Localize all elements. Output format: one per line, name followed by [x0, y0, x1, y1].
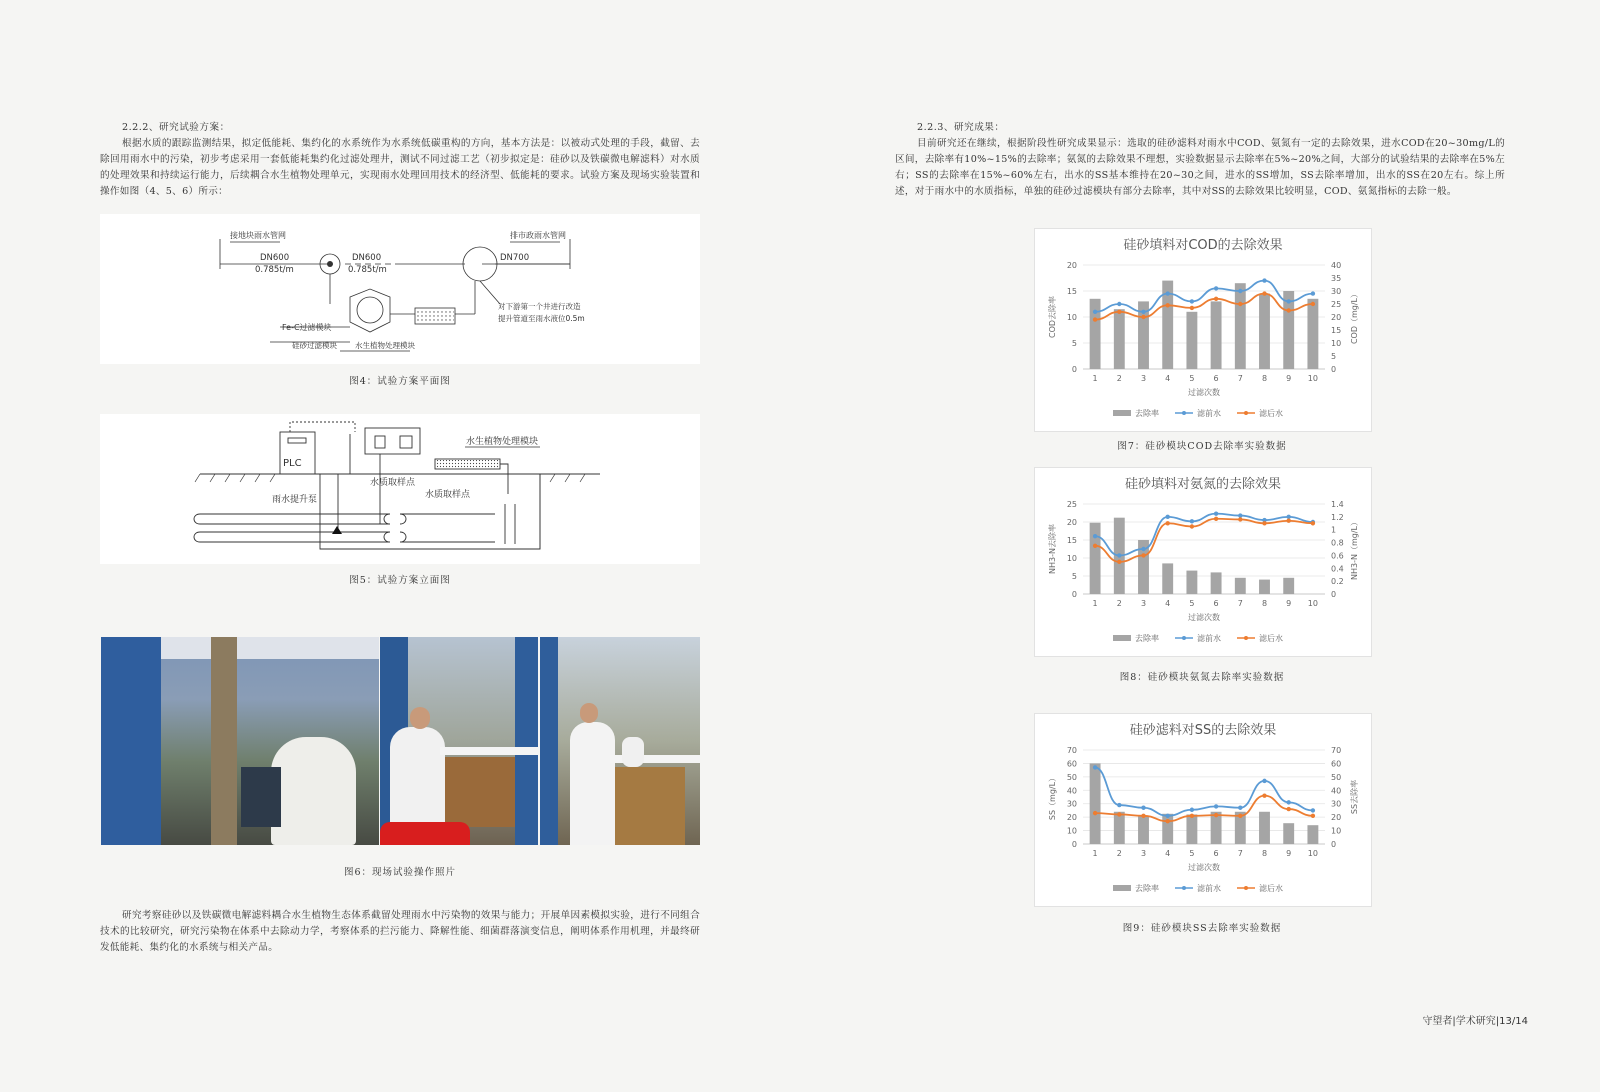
y2-tick-label: 0	[1331, 590, 1337, 599]
y2-tick-label: 10	[1331, 339, 1342, 348]
chart-ammonia-svg	[1035, 468, 1371, 656]
x-tick-label: 6	[1213, 599, 1219, 608]
y2-tick-label: 70	[1331, 746, 1342, 755]
x-tick-label: 7	[1237, 849, 1243, 858]
x-tick-label: 8	[1261, 374, 1268, 383]
x-tick-label: 8	[1261, 849, 1268, 858]
chart-cod-removal	[1034, 228, 1372, 432]
y2-tick-label: 1	[1331, 525, 1337, 535]
legend-swatch	[1113, 410, 1131, 416]
series-point	[1287, 800, 1291, 804]
figure-5-elevation-diagram	[100, 414, 700, 564]
section-heading-2-2-2: 2.2.2、研究试验方案：	[122, 122, 230, 133]
y-tick-label: 0	[1071, 840, 1077, 849]
x-tick-label: 1	[1092, 374, 1098, 383]
chart-title: 硅砂填料对COD的去除效果	[1123, 238, 1283, 253]
figure-4-plan-diagram	[100, 214, 700, 364]
y-tick-label: 10	[1066, 826, 1077, 836]
chart-ammonia-removal	[1034, 467, 1372, 657]
y-tick-label: 15	[1066, 287, 1077, 296]
y2-tick-label: 1.4	[1331, 500, 1344, 509]
y2-tick-label: 10	[1331, 826, 1342, 836]
y2-tick-label: 30	[1331, 287, 1342, 296]
y-tick-label: 5	[1071, 339, 1077, 348]
series-point	[1117, 560, 1121, 564]
series-point	[1117, 553, 1121, 557]
series-point	[1093, 310, 1097, 314]
x-tick-label: 9	[1286, 849, 1292, 858]
section-paragraph-2-2-2: 根据水质的跟踪监测结果，拟定低能耗、集约化的水系统作为水系统低碳重构的方向，基本方法是：以被动式处理的手段，截留、去除回用雨水中的污染，初步考虑采用一套低能耗集约化过滤处理井，测试不同过滤工艺（初步拟定是：硅砂以及铁碳微电解滤料）对水质的处理效果和持续运行能力，后续耦合水生植物处理单元，实现雨水处理回用技术的经济型、低能耗的要求。试验方案及现场实验装置和操作如图（4、5、6）所示：	[100, 138, 700, 197]
y-tick-label: 20	[1066, 518, 1077, 527]
figure-4-caption: 图4：试验方案平面图	[349, 376, 451, 387]
y-tick-label: 50	[1066, 772, 1077, 782]
fig5-label-plc: PLC	[283, 458, 302, 469]
x-tick-label: 2	[1116, 849, 1122, 858]
series-point	[1238, 806, 1242, 810]
y2-tick-label: 0	[1331, 840, 1337, 849]
legend-label: 滤后水	[1259, 409, 1283, 418]
fig4-label-lift: 提升管道至雨水液位0.5m	[498, 314, 585, 323]
bar	[1162, 814, 1173, 844]
series-point	[1166, 814, 1170, 818]
y2-tick-label: 0.6	[1331, 551, 1344, 561]
series-point	[1141, 547, 1145, 551]
series-point	[1093, 534, 1097, 538]
y-tick-label: 25	[1066, 500, 1077, 509]
x-tick-label: 6	[1213, 849, 1219, 858]
x-tick-label: 3	[1140, 374, 1147, 383]
series-point	[1141, 806, 1145, 810]
series-point	[1214, 297, 1218, 301]
bar	[1090, 299, 1101, 369]
series-point	[1141, 553, 1145, 557]
y-tick-label: 5	[1071, 572, 1077, 581]
figure-9-caption: 图9：硅砂模块SS去除率实验数据	[1122, 923, 1282, 934]
bar	[1283, 578, 1294, 594]
y2-tick-label: 20	[1331, 813, 1342, 823]
series-point	[1093, 811, 1097, 815]
series-point	[1093, 765, 1097, 769]
fig4-label-slope-a: 0.785t/m	[255, 265, 294, 275]
series-point	[1141, 814, 1145, 818]
bar	[1307, 299, 1318, 369]
x-tick-label: 2	[1116, 599, 1122, 608]
series-point	[1238, 814, 1242, 818]
x-tick-label: 4	[1165, 599, 1171, 608]
chart-title: 硅砂滤料对SS的去除效果	[1129, 723, 1277, 738]
y2-tick-label: 5	[1331, 352, 1337, 361]
y-tick-label: 0	[1071, 590, 1077, 599]
x-axis-label: 过滤次数	[1188, 863, 1220, 872]
series-point	[1117, 812, 1121, 816]
legend-marker	[1182, 411, 1186, 415]
y-tick-label: 10	[1066, 554, 1077, 563]
fig4-label-sand: 硅砂过滤模块	[292, 341, 337, 350]
fig4-label-inlet-network: 接地块雨水管网	[230, 231, 286, 240]
y2-tick-label: 0.8	[1331, 538, 1344, 548]
legend-label: 滤前水	[1197, 409, 1221, 418]
x-tick-label: 5	[1189, 374, 1195, 383]
left-column-text	[100, 120, 700, 200]
series-point	[1141, 315, 1145, 319]
section-heading-2-2-3: 2.2.3、研究成果：	[917, 122, 1005, 133]
series-point	[1117, 310, 1121, 314]
y2-tick-label: 1.2	[1331, 512, 1344, 522]
series-point	[1311, 521, 1315, 525]
fig4-label-fec: Fe-C过滤模块	[282, 323, 332, 332]
series-point	[1166, 515, 1170, 519]
bar	[1211, 301, 1222, 369]
fig5-label-sample-a: 水质取样点	[370, 478, 416, 488]
x-tick-label: 3	[1140, 849, 1147, 858]
bar	[1186, 571, 1197, 594]
bar	[1307, 825, 1318, 844]
bar	[1211, 572, 1222, 594]
chart-title: 硅砂填料对氨氮的去除效果	[1124, 477, 1282, 492]
series-point	[1190, 306, 1194, 310]
y2-tick-label: 35	[1331, 274, 1342, 283]
series-point	[1166, 819, 1170, 823]
series-line	[1095, 514, 1313, 556]
legend-label: 滤后水	[1259, 634, 1283, 643]
series-point	[1117, 302, 1121, 306]
y2-tick-label: 0	[1331, 365, 1337, 374]
series-point	[1190, 519, 1194, 523]
y-tick-label: 10	[1066, 313, 1077, 322]
series-point	[1214, 517, 1218, 521]
bar	[1114, 309, 1125, 369]
y2-tick-label: 30	[1331, 799, 1342, 809]
series-point	[1287, 515, 1291, 519]
y-tick-label: 20	[1066, 813, 1077, 823]
x-tick-label: 2	[1116, 374, 1122, 383]
series-point	[1214, 286, 1218, 290]
y2-axis-label: SS去除率	[1350, 779, 1359, 815]
x-tick-label: 9	[1286, 374, 1292, 383]
series-point	[1166, 291, 1170, 295]
series-point	[1262, 291, 1266, 295]
photo-site-workers-1	[380, 637, 538, 845]
legend-label: 滤前水	[1197, 634, 1221, 643]
legend-marker	[1182, 886, 1186, 890]
y-tick-label: 60	[1066, 759, 1077, 769]
bar	[1090, 763, 1101, 844]
x-tick-label: 7	[1237, 374, 1243, 383]
y-tick-label: 20	[1066, 261, 1077, 270]
x-axis-label: 过滤次数	[1188, 388, 1220, 397]
fig4-label-dn700: DN700	[500, 253, 530, 263]
series-point	[1214, 813, 1218, 817]
bar	[1283, 823, 1294, 844]
series-point	[1311, 302, 1315, 306]
left-bottom-paragraph: 研究考察硅砂以及铁碳微电解滤料耦合水生植物生态体系截留处理雨水中污染物的效果与能力；开展单因素模拟实验，进行不同组合技术的比较研究，研究污染物在体系中去除动力学，考察体系的拦污能力、降解性能、细菌群落演变信息，阐明体系作用机理，并最终研发低能耗、集约化的水系统与相关产品。	[100, 910, 700, 953]
chart-ss-svg	[1035, 714, 1371, 906]
series-point	[1190, 299, 1194, 303]
y-axis-label: COD去除率	[1048, 295, 1057, 339]
fig5-label-plant-module: 水生植物处理模块	[466, 437, 539, 447]
figure-5-caption: 图5：试验方案立面图	[349, 575, 451, 586]
series-point	[1287, 519, 1291, 523]
series-point	[1117, 803, 1121, 807]
y2-tick-label: 40	[1331, 786, 1342, 796]
series-line	[1095, 767, 1313, 815]
bar	[1235, 283, 1246, 369]
legend-label: 滤前水	[1197, 884, 1221, 893]
series-point	[1166, 303, 1170, 307]
fig4-label-outlet-network: 排市政雨水管网	[510, 231, 566, 240]
series-point	[1214, 804, 1218, 808]
x-tick-label: 7	[1237, 599, 1243, 608]
fig4-label-slope-b: 0.785t/m	[348, 265, 387, 275]
legend-label: 去除率	[1135, 409, 1159, 418]
series-point	[1262, 521, 1266, 525]
y2-tick-label: 60	[1331, 759, 1342, 769]
figure-6-caption: 图6：现场试验操作照片	[343, 867, 457, 878]
series-point	[1190, 814, 1194, 818]
series-point	[1262, 779, 1266, 783]
x-axis-label: 过滤次数	[1188, 613, 1220, 622]
series-point	[1190, 808, 1194, 812]
legend-label: 滤后水	[1259, 884, 1283, 893]
x-tick-label: 8	[1261, 599, 1268, 608]
x-tick-label: 6	[1213, 374, 1219, 383]
x-tick-label: 5	[1189, 599, 1195, 608]
bar	[1090, 523, 1101, 594]
y2-tick-label: 0.4	[1331, 564, 1344, 574]
y2-tick-label: 20	[1331, 313, 1342, 322]
bar	[1259, 812, 1270, 844]
y2-tick-label: 50	[1331, 772, 1342, 782]
series-point	[1262, 278, 1266, 282]
y2-tick-label: 40	[1331, 261, 1342, 270]
chart-cod-svg	[1035, 229, 1371, 431]
series-point	[1311, 291, 1315, 295]
photo-site-tank	[101, 637, 379, 845]
x-tick-label: 10	[1307, 849, 1318, 858]
legend-swatch	[1113, 635, 1131, 641]
series-point	[1287, 299, 1291, 303]
x-tick-label: 10	[1307, 374, 1318, 383]
bar	[1186, 814, 1197, 844]
x-tick-label: 1	[1092, 599, 1098, 608]
fig4-label-retrofit: 对下游第一个井进行改造	[498, 302, 581, 311]
right-column-text	[895, 120, 1505, 200]
figure-7-caption: 图7：硅砂模块COD去除率实验数据	[1117, 441, 1287, 452]
legend-marker	[1244, 411, 1248, 415]
y2-tick-label: 0.2	[1331, 577, 1344, 587]
photo-site-workers-2	[540, 637, 700, 845]
x-tick-label: 1	[1092, 849, 1098, 858]
series-point	[1190, 524, 1194, 528]
y-tick-label: 40	[1066, 786, 1077, 796]
fig4-label-dn600-b: DN600	[352, 253, 382, 263]
legend-marker	[1182, 636, 1186, 640]
bar	[1259, 580, 1270, 594]
series-point	[1262, 793, 1266, 797]
series-point	[1093, 544, 1097, 548]
x-tick-label: 4	[1165, 374, 1171, 383]
series-point	[1166, 521, 1170, 525]
series-point	[1238, 302, 1242, 306]
fig4-label-plant: 水生植物处理模块	[355, 341, 415, 350]
fig4-label-dn600-a: DN600	[260, 253, 290, 263]
bar	[1138, 816, 1149, 844]
y-axis-label: SS（mg/L）	[1048, 773, 1057, 821]
series-point	[1311, 814, 1315, 818]
y2-axis-label: COD（mg/L）	[1350, 289, 1359, 345]
series-point	[1238, 517, 1242, 521]
y2-tick-label: 15	[1331, 326, 1342, 335]
section-paragraph-2-2-3: 目前研究还在继续，根据阶段性研究成果显示：选取的硅砂滤料对雨水中COD、氨氮有一定的去除效果，进水COD在20~30mg/L的区间，去除率有10%~15%的去除率；氨氮的去除效果不理想，实验数据显示去除率在5%~20%之间，大部分的试验结果的去除率在5%左右；SS的去除率在15%~60%左右，出水的SS基本维持在20~30之间，进水的SS增加，SS去除率增加，出水的SS在20左右。综上所述，对于雨水中的水质指标，单独的硅砂过滤模块有部分去除率，其中对SS的去除效果比较明显，COD、氨氮指标的去除一般。	[895, 138, 1505, 197]
y-tick-label: 0	[1071, 365, 1077, 374]
legend-marker	[1244, 886, 1248, 890]
legend-label: 去除率	[1135, 634, 1159, 643]
bar	[1259, 294, 1270, 369]
x-tick-label: 9	[1286, 599, 1292, 608]
y2-tick-label: 25	[1331, 300, 1342, 309]
legend-swatch	[1113, 885, 1131, 891]
legend-marker	[1244, 636, 1248, 640]
series-point	[1238, 289, 1242, 293]
fig5-label-sample-b: 水质取样点	[425, 490, 471, 500]
y-tick-label: 15	[1066, 536, 1077, 545]
legend-label: 去除率	[1135, 884, 1159, 893]
page-footer: 守望者|学术研究|13/14	[1422, 1016, 1528, 1027]
fig5-label-pump: 雨水提升泵	[272, 495, 318, 505]
series-point	[1093, 317, 1097, 321]
x-tick-label: 10	[1307, 599, 1318, 608]
y-axis-label: NH3-N去除率	[1048, 524, 1057, 574]
series-point	[1287, 807, 1291, 811]
y-tick-label: 30	[1066, 799, 1077, 809]
series-point	[1238, 513, 1242, 517]
series-point	[1311, 808, 1315, 812]
series-point	[1287, 308, 1291, 312]
figure-8-caption: 图8：硅砂模块氨氮去除率实验数据	[1119, 672, 1285, 683]
y-tick-label: 70	[1066, 746, 1077, 755]
series-point	[1214, 511, 1218, 515]
x-tick-label: 5	[1189, 849, 1195, 858]
x-tick-label: 3	[1140, 599, 1147, 608]
series-point	[1141, 310, 1145, 314]
bar	[1162, 563, 1173, 594]
y2-axis-label: NH3-N（mg/L）	[1350, 518, 1359, 580]
bar	[1186, 312, 1197, 369]
bar	[1235, 578, 1246, 594]
chart-ss-removal	[1034, 713, 1372, 907]
x-tick-label: 4	[1165, 849, 1171, 858]
